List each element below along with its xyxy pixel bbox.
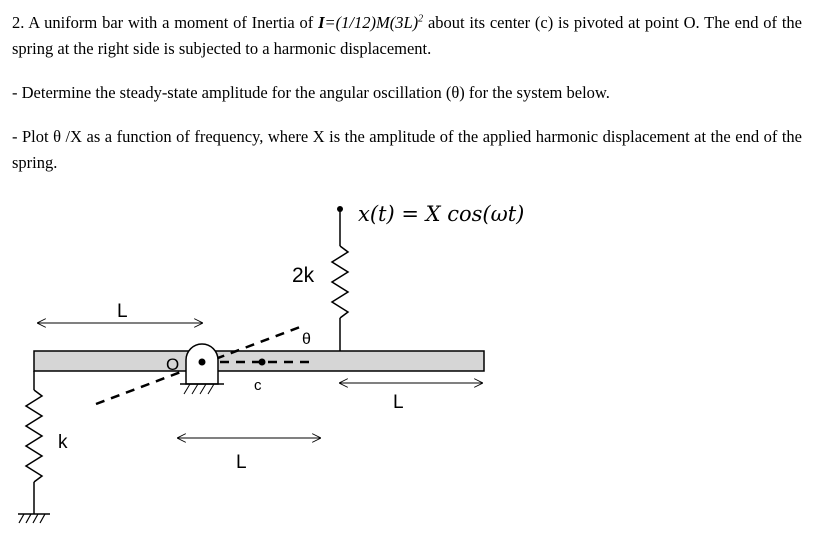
- problem-number: 2.: [12, 13, 25, 32]
- pivot-label: O: [166, 355, 180, 374]
- right-spring-label: 2k: [292, 264, 315, 287]
- problem-intro-rest: about its center (c) is pivoted at point O. The end of the spring at the right side is subjected to a harmonic displacement.: [12, 13, 802, 58]
- inertia-formula: $I=(1/12)M(3L)^2$: [318, 13, 424, 32]
- dim-label-top-left: L: [117, 301, 128, 322]
- left-spring: [26, 371, 42, 514]
- right-spring: [332, 210, 348, 351]
- center-label: c: [254, 377, 262, 394]
- problem-statement: [12, 10, 802, 62]
- dim-label-bottom: L: [236, 452, 247, 473]
- problem-intro: A uniform bar with a moment of Inertia of: [28, 13, 319, 32]
- left-spring-label: k: [58, 432, 68, 453]
- pivot-point: [199, 359, 206, 366]
- ground-left: [18, 514, 50, 523]
- forcing-label: x(t) = X cos(ωt): [358, 202, 525, 226]
- forcing-point: [337, 206, 343, 212]
- mechanism-diagram: [0, 190, 827, 550]
- center-point: [259, 359, 266, 366]
- task-amplitude: - Determine the steady-state amplitude for the angular oscillation (θ) for the system below.: [12, 83, 610, 102]
- angle-label: θ: [302, 331, 311, 348]
- task-plot: - Plot θ /X as a function of frequency, where X is the amplitude of the applied harmonic displacement at the end of the spring.: [12, 127, 802, 172]
- dim-label-right: L: [393, 392, 404, 413]
